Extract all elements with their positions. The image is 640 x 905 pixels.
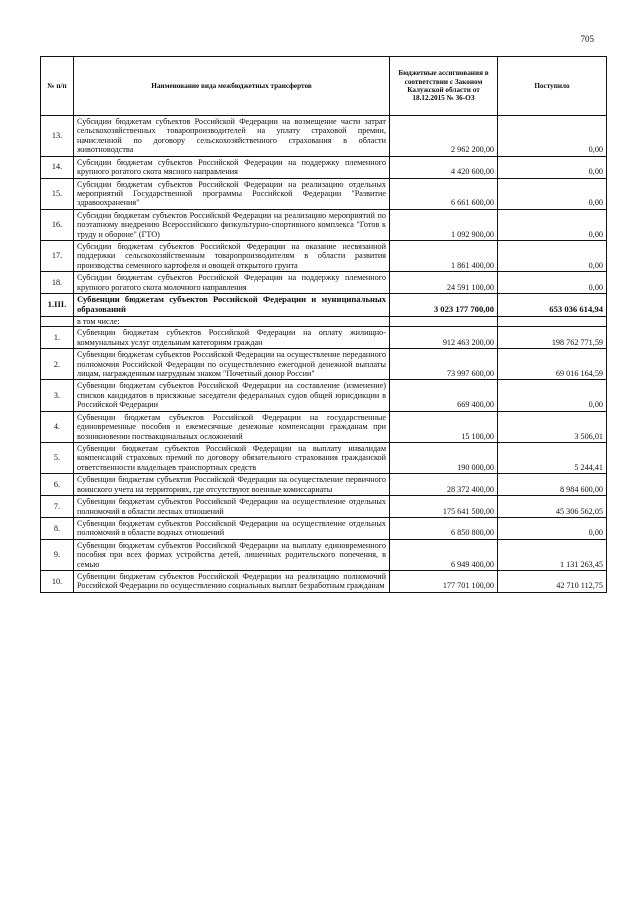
row-assigned: 190 000,00 [390, 442, 498, 473]
row-received: 3 506,01 [498, 411, 607, 442]
section-assigned: 3 023 177 700,00 [390, 294, 498, 317]
row-name: Субвенции бюджетам субъектов Российской Федерации на государственные единовременные пособия и ежемесячные денежные компенсации гражданам при возникновении поствакцинальных осложнений [74, 411, 390, 442]
table-row [41, 539, 607, 570]
row-received: 0,00 [498, 517, 607, 539]
row-received: 1 131 263,45 [498, 539, 607, 570]
table-row [41, 272, 607, 294]
row-received: 0,00 [498, 116, 607, 157]
row-num: 6. [41, 474, 74, 496]
table-body [41, 116, 607, 593]
row-assigned: 1 861 400,00 [390, 241, 498, 272]
row-name: Субвенции бюджетам субъектов Российской Федерации на реализацию полномочий Российской Федерации по осуществлению социальных выплат безработным гражданам [74, 571, 390, 593]
section-row [41, 294, 607, 317]
row-assigned: 175 641 500,00 [390, 496, 498, 518]
including-label: в том числе: [74, 316, 390, 326]
row-received: 8 984 600,00 [498, 474, 607, 496]
table-row [41, 474, 607, 496]
row-name: Субсидии бюджетам субъектов Российской Федерации на поддержку племенного крупного рогатого скота молочного направления [74, 272, 390, 294]
row-num: 10. [41, 571, 74, 593]
section-received: 653 036 614,94 [498, 294, 607, 317]
row-num: 1. [41, 327, 74, 349]
row-assigned: 669 400,00 [390, 380, 498, 411]
row-assigned: 6 949 400,00 [390, 539, 498, 570]
table-row [41, 349, 607, 380]
row-num: 16. [41, 209, 74, 240]
row-name: Субвенции бюджетам субъектов Российской Федерации на осуществление отдельных полномочий в области водных отношений [74, 517, 390, 539]
table-row [41, 209, 607, 240]
table-row [41, 156, 607, 178]
row-assigned: 2 962 200,00 [390, 116, 498, 157]
including-row [41, 316, 607, 326]
row-received: 0,00 [498, 156, 607, 178]
table-row [41, 442, 607, 473]
row-name: Субсидии бюджетам субъектов Российской Федерации на возмещение части затрат сельскохозяйственных товаропроизводителей на уплату страховой премии, начисленной по договору сельскохозяйственного страхования в области животноводства [74, 116, 390, 157]
header-name: Наименование вида межбюджетных трансфертов [74, 57, 390, 116]
row-received: 45 306 562,05 [498, 496, 607, 518]
row-received: 69 016 164,59 [498, 349, 607, 380]
row-num: 9. [41, 539, 74, 570]
row-assigned: 912 463 200,00 [390, 327, 498, 349]
row-assigned: 28 372 400,00 [390, 474, 498, 496]
row-num: 14. [41, 156, 74, 178]
section-name: Субвенции бюджетам субъектов Российской Федерации и муниципальных образований [74, 294, 390, 317]
row-received: 42 710 112,75 [498, 571, 607, 593]
table-row [41, 241, 607, 272]
row-name: Субвенции бюджетам субъектов Российской Федерации на осуществление отдельных полномочий в области лесных отношений [74, 496, 390, 518]
row-num: 18. [41, 272, 74, 294]
row-received: 5 244,41 [498, 442, 607, 473]
header-received: Поступило [498, 57, 607, 116]
row-assigned: 6 661 600,00 [390, 178, 498, 209]
row-num: 15. [41, 178, 74, 209]
row-name: Субвенции бюджетам субъектов Российской Федерации на осуществление первичного воинского учета на территориях, где отсутствуют военные комиссариаты [74, 474, 390, 496]
row-name: Субсидии бюджетам субъектов Российской Федерации на поддержку племенного крупного рогатого скота мясного направления [74, 156, 390, 178]
table-header-row [41, 57, 607, 116]
row-received: 0,00 [498, 380, 607, 411]
row-num: 17. [41, 241, 74, 272]
row-received: 0,00 [498, 209, 607, 240]
table-row [41, 178, 607, 209]
row-name: Субвенции бюджетам субъектов Российской Федерации на выплату единовременного пособия при всех формах устройства детей, лишенных родительского попечения, в семью [74, 539, 390, 570]
row-num: 4. [41, 411, 74, 442]
row-name: Субсидии бюджетам субъектов Российской Федерации на реализацию мероприятий по поэтапному внедрению Всероссийского физкультурно-спортивного комплекса "Готов к труду и обороне" (ГТО) [74, 209, 390, 240]
header-num: № п/п [41, 57, 74, 116]
page-number: 705 [580, 34, 594, 44]
table-row [41, 571, 607, 593]
row-num: 2. [41, 349, 74, 380]
table-row [41, 327, 607, 349]
row-num: 13. [41, 116, 74, 157]
row-name: Субвенции бюджетам субъектов Российской Федерации на составление (изменение) списков кандидатов в присяжные заседатели федеральных судов общей юрисдикции в Российской Федерации [74, 380, 390, 411]
row-received: 0,00 [498, 241, 607, 272]
row-name: Субсидии бюджетам субъектов Российской Федерации на реализацию отдельных мероприятий Государственной программы Российской Федерации "Развитие здравоохранения" [74, 178, 390, 209]
header-assigned: Бюджетные ассигнования в соответствии с Законом Калужской области от 18.12.2015 № 36-ОЗ [390, 57, 498, 116]
row-received: 198 762 771,59 [498, 327, 607, 349]
row-name: Субсидии бюджетам субъектов Российской Федерации на оказание несвязанной поддержки сельскохозяйственным товаропроизводителям в области развития производства семенного картофеля и овощей открытого грунта [74, 241, 390, 272]
row-assigned: 24 591 100,00 [390, 272, 498, 294]
row-received: 0,00 [498, 178, 607, 209]
row-num: 7. [41, 496, 74, 518]
row-name: Субвенции бюджетам субъектов Российской Федерации на осуществление переданного полномочия Российской Федерации по осуществлению ежегодной денежной выплаты лицам, награжденным нагрудным знаком "Почетный донор России" [74, 349, 390, 380]
table-row [41, 496, 607, 518]
row-num: 3. [41, 380, 74, 411]
table-row [41, 116, 607, 157]
row-assigned: 15 100,00 [390, 411, 498, 442]
row-assigned: 1 092 900,00 [390, 209, 498, 240]
row-assigned: 4 420 600,00 [390, 156, 498, 178]
budget-table [40, 56, 607, 593]
row-received: 0,00 [498, 272, 607, 294]
table-row [41, 411, 607, 442]
row-num: 8. [41, 517, 74, 539]
table-row [41, 517, 607, 539]
row-num: 5. [41, 442, 74, 473]
row-assigned: 6 850 800,00 [390, 517, 498, 539]
section-num: 1.III. [41, 294, 74, 317]
row-name: Субвенции бюджетам субъектов Российской Федерации на выплату инвалидам компенсаций страховых премий по договору обязательного страхования гражданской ответственности владельцев транспортных средств [74, 442, 390, 473]
table-row [41, 380, 607, 411]
row-assigned: 73 997 600,00 [390, 349, 498, 380]
row-assigned: 177 701 100,00 [390, 571, 498, 593]
row-name: Субвенции бюджетам субъектов Российской Федерации на оплату жилищно-коммунальных услуг отдельным категориям граждан [74, 327, 390, 349]
